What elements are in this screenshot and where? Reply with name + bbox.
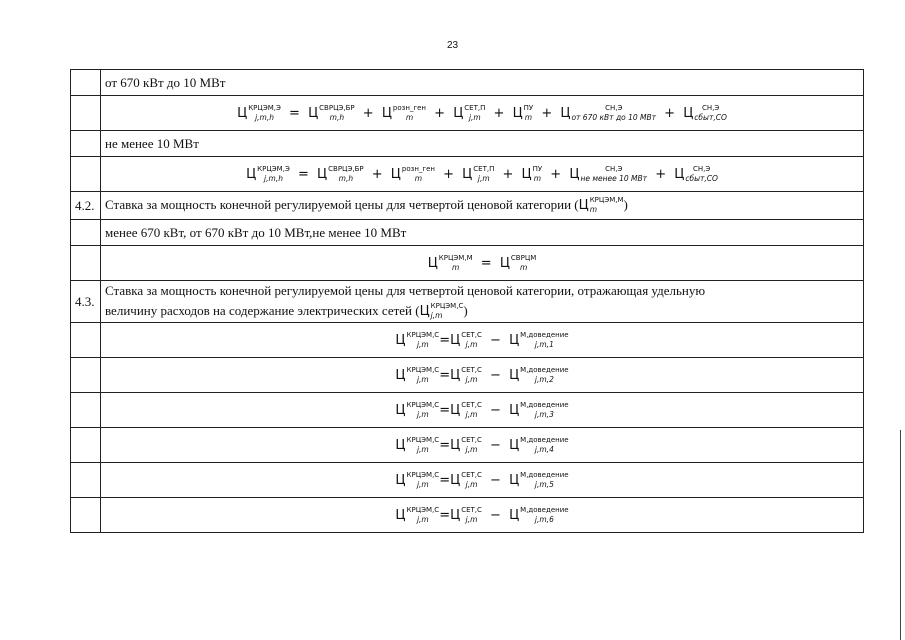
table-row [71, 96, 864, 131]
table-row [71, 498, 864, 533]
table-row [71, 358, 864, 393]
formula-4-3-5: Ц КРЦЭМ,C j,m =Ц СЕТ,C j,m − Ц М,доведение j,m,5 [101, 463, 864, 498]
formula-4-3-3: Ц КРЦЭМ,C j,m =Ц СЕТ,C j,m − Ц М,доведение j,m,3 [101, 393, 864, 428]
table-row [71, 323, 864, 358]
table-row [71, 70, 864, 96]
num-cell [71, 96, 101, 131]
formula-4-3-6: Ц КРЦЭМ,C j,m =Ц СЕТ,C j,m − Ц М,доведение j,m,6 [101, 498, 864, 533]
table-row [71, 246, 864, 281]
table-row [71, 131, 864, 157]
num-cell [71, 463, 101, 498]
section-number-4-2: 4.2. [71, 192, 101, 220]
table-row [71, 393, 864, 428]
formula-4-2: Ц КРЦЭМ,М m = Ц СВРЦМ m [101, 246, 864, 281]
formula-4-3-1: Ц КРЦЭМ,C j,m =Ц СЕТ,C j,m − Ц М,доведение j,m,1 [101, 323, 864, 358]
section-heading-4-3: Ставка за мощность конечной регулируемой цены для четвертой ценовой категории, отражающая удельную величину расходов на содержание электрических сетей (Ц КРЦЭМ,C j,m ) [101, 281, 864, 323]
num-cell [71, 131, 101, 157]
formula-over-10: Ц КРЦЭМ,Э j,m,h = Ц СВРЦЭ,БР m,h + Ц розн_ген m + Ц СЕТ,П j,m + Ц ПУ m + Ц СН,Э не менее 10 МВт + Ц СН,Э сбыт,СО [101, 157, 864, 192]
table-row [71, 192, 864, 220]
table-row [71, 428, 864, 463]
table-row [71, 281, 864, 323]
num-cell [71, 323, 101, 358]
section-heading-4-2: Ставка за мощность конечной регулируемой цены для четвертой ценовой категории (Ц КРЦЭМ,М m ) [101, 192, 864, 220]
table-row [71, 157, 864, 192]
table-row [71, 220, 864, 246]
num-cell [71, 70, 101, 96]
num-cell [71, 428, 101, 463]
formula-670-10: Ц КРЦЭМ,Э j,m,h = Ц СВРЦЭ,БР m,h + Ц розн_ген m + Ц СЕТ,П j,m + Ц ПУ m + Ц СН,Э от 670 кВт до 10 МВт + Ц СН,Э сбыт,СО [101, 96, 864, 131]
table-row [71, 463, 864, 498]
formula-4-3-4: Ц КРЦЭМ,C j,m =Ц СЕТ,C j,m − Ц М,доведение j,m,4 [101, 428, 864, 463]
range-label-over-10: не менее 10 МВт [101, 131, 864, 157]
tariff-table [70, 69, 864, 533]
num-cell [71, 220, 101, 246]
range-label-all: менее 670 кВт, от 670 кВт до 10 МВт,не менее 10 МВт [101, 220, 864, 246]
scan-edge-line [900, 430, 901, 640]
formula-4-3-2: Ц КРЦЭМ,C j,m =Ц СЕТ,C j,m − Ц М,доведение j,m,2 [101, 358, 864, 393]
num-cell [71, 393, 101, 428]
num-cell [71, 358, 101, 393]
num-cell [71, 498, 101, 533]
num-cell [71, 157, 101, 192]
num-cell [71, 246, 101, 281]
section-number-4-3: 4.3. [71, 281, 101, 323]
range-label-670-10: от 670 кВт до 10 МВт [101, 70, 864, 96]
page-number: 23 [446, 40, 459, 51]
